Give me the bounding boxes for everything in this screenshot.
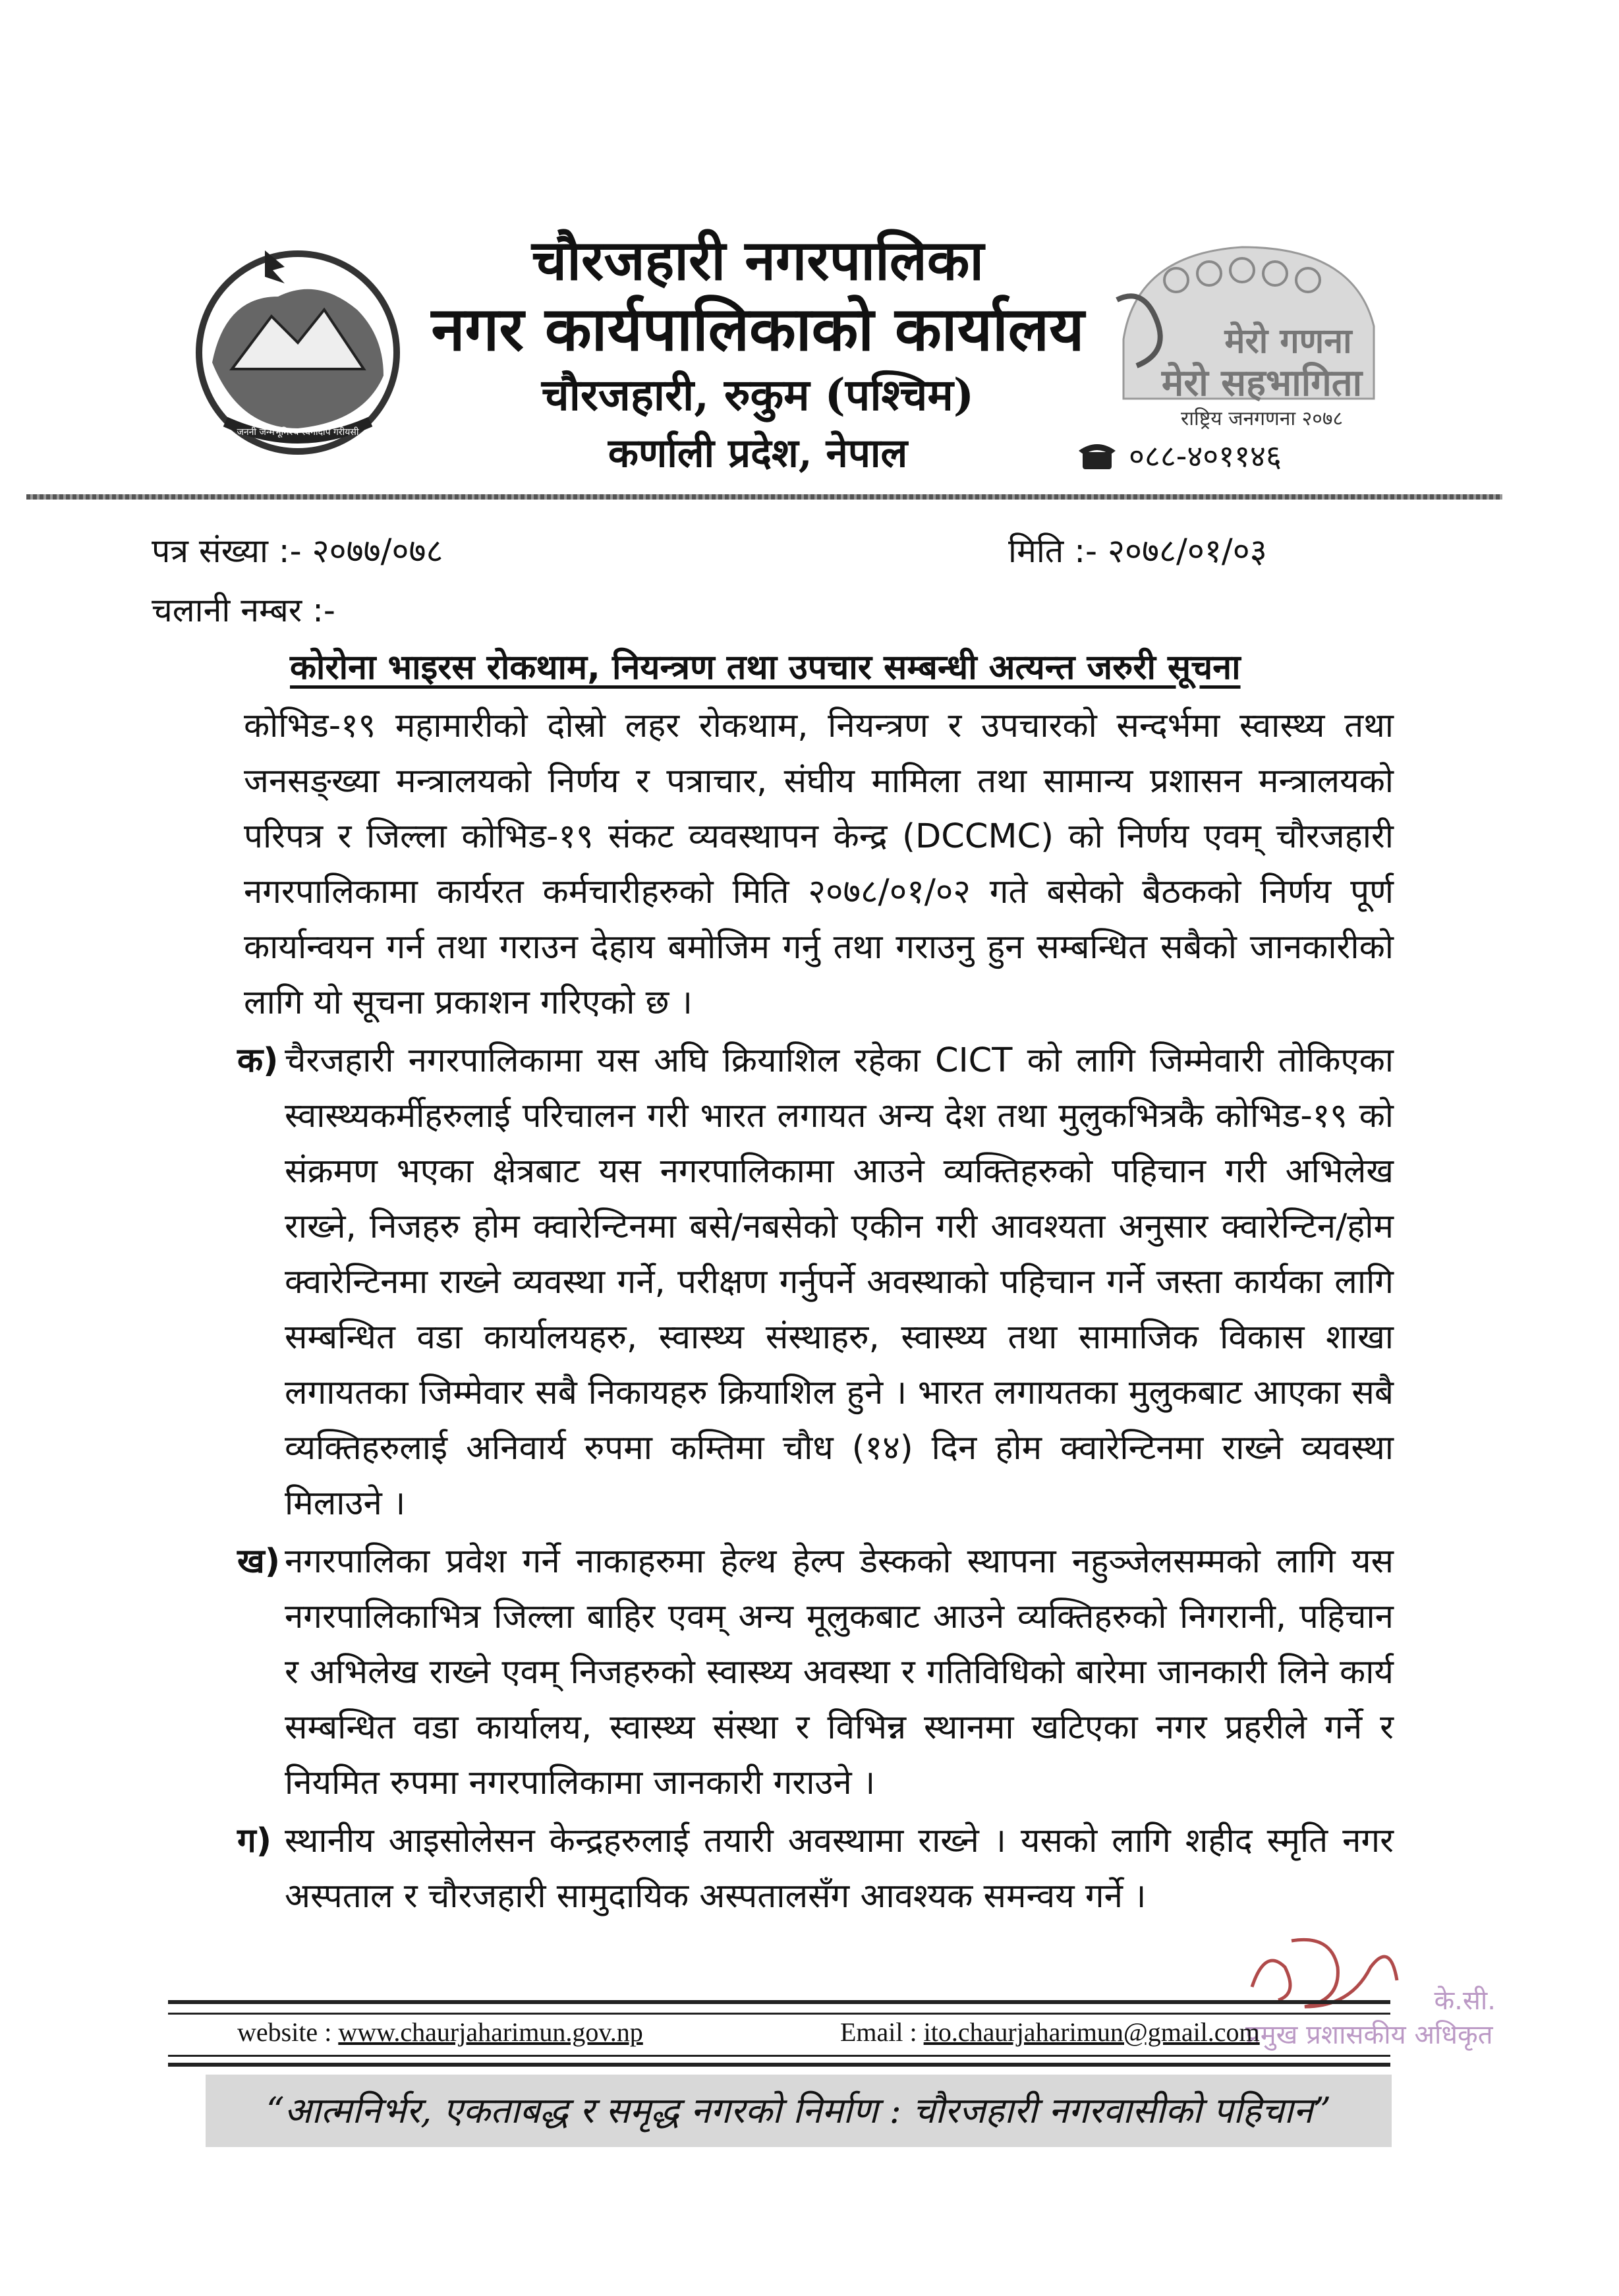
letter-meta: [152, 527, 1404, 572]
svg-text:मेरो सहभागिता: मेरो सहभागिता: [1161, 362, 1363, 405]
footer-divider-top: [168, 2000, 1390, 2015]
item-marker: ख): [237, 1542, 281, 1581]
item-marker: ग): [237, 1822, 272, 1860]
item-text: स्थानीय आइसोलेसन केन्द्रहरुलाई तयारी अवस्थामा राख्ने । यसको लागि शहीद स्मृति नगर अस्पताल र चौरजहारी सामुदायिक अस्पतालसँग आवश्यक समन्वय गर्ने ।: [285, 1822, 1394, 1916]
phone-number: ०८८-४०११४६: [1129, 438, 1282, 474]
email-label: Email :: [840, 2017, 917, 2047]
letter-date: [1008, 527, 1267, 572]
phone-contact: [1077, 435, 1282, 476]
list-item: [237, 1814, 1394, 1924]
svg-text:जननी जन्मभूमिश्च स्वर्गादपि गर: जननी जन्मभूमिश्च स्वर्गादपि गरीयसी: [237, 427, 359, 438]
municipality-slogan: “आत्मनिर्भर, एकताबद्ध र समृद्ध नगरको निर्माण : चौरजहारी नगरवासीको पहिचान”: [206, 2075, 1392, 2147]
email-link[interactable]: ito.chaurjaharimun@gmail.com: [923, 2017, 1260, 2047]
stamp-line-1: के.सी.: [1434, 1986, 1496, 2016]
census-logo: [1097, 227, 1394, 445]
email-contact: [840, 2017, 1260, 2048]
province-country: कर्णाली प्रदेश, नेपाल: [608, 430, 908, 476]
item-text: नगरपालिका प्रवेश गर्ने नाकाहरुमा हेल्थ हेल्प डेस्कको स्थापना नहुञ्जेलसम्मको लागि यस नगरपालिकाभित्र जिल्ला बाहिर एवम् अन्य मूलुकबाट आउने व्यक्तिहरुको निगरानी, पहिचान र अभिलेख राख्ने एवम् निजहरुको स्वास्थ्य अवस्था र गतिविधिको बारेमा जानकारी लिने कार्य सम्बन्धित वडा कार्यालय, स्वास्थ्य संस्था र विभिन्न स्थानमा खटिएका नगर प्रहरीले गर्ने र नियमित रुपमा नगरपालिकामा जानकारी गराउने ।: [285, 1542, 1394, 1802]
item-marker: क): [237, 1041, 279, 1080]
stamp-line-2: प्रमुख प्रशासकीय अधिकृत: [1245, 2020, 1493, 2050]
item-text: चैरजहारी नगरपालिकामा यस अघि क्रियाशिल रहेका CICT को लागि जिम्मेवारी तोकिएका स्वास्थ्यकर्मीहरुलाई परिचालन गरी भारत लगायत अन्य देश तथा मुलुकभित्रकै कोभिड-१९ को संक्रमण भएका क्षेत्रबाट यस नगरपालिकामा आउने व्यक्तिहरुको पहिचान गरी अभिलेख राख्ने, निजहरु होम क्वारेन्टिनमा बसे/नबसेको एकीन गरी आवश्यता अनुसार क्वारेन्टिन/होम क्वारेन्टिनमा राख्ने व्यवस्था गर्ने, परीक्षण गर्नुपर्ने अवस्थाको पहिचान गर्ने जस्ता कार्यका लागि सम्बन्धित वडा कार्यालयहरु, स्वास्थ्य संस्थाहरु, स्वास्थ्य तथा सामाजिक विकास शाखा लगायतका जिम्मेवार सबै निकायहरु क्रियाशिल हुने । भारत लगायतका मुलुकबाट आएका सबै व्यक्तिहरुलाई अनिवार्य रुपमा कम्तिमा चौध (१४) दिन होम क्वारेन्टिनमा राख्ने व्यवस्था मिलाउने ।: [285, 1041, 1394, 1523]
notice-intro: कोभिड-१९ महामारीको दोस्रो लहर रोकथाम, नियन्त्रण र उपचारको सन्दर्भमा स्वास्थ्य तथा जनसङ्ख्या मन्त्रालयको निर्णय र पत्राचार, संघीय मामिला तथा सामान्य प्रशासन मन्त्रालयको परिपत्र र जिल्ला कोभिड-१९ संकट व्यवस्थापन केन्द्र (DCCMC) को निर्णय एवम् चौरजहारी नगरपालिकामा कार्यरत कर्मचारीहरुको मिति २०७८/०१/०२ गते बसेको बैठकको निर्णय पूर्ण कार्यान्वयन गर्न तथा गराउन देहाय बमोजिम गर्नु तथा गराउनु हुन सम्बन्धित सबैको जानकारीको लागि यो सूचना प्रकाशन गरिएको छ ।: [244, 706, 1394, 1022]
telephone-icon: [1077, 440, 1117, 471]
chalani-number-label: चलानी नम्बर :-: [152, 591, 335, 629]
date-value: २०७८/०१/०३: [1108, 532, 1267, 570]
municipality-name: चौरजहारी नगरपालिका: [531, 227, 984, 293]
nepal-emblem-icon: [186, 237, 410, 461]
office-name: नगर कार्यपालिकाको कार्यालय: [431, 293, 1085, 364]
svg-text:राष्ट्रिय जनगणना २०७८: राष्ट्रिय जनगणना २०७८: [1180, 407, 1344, 430]
website-label: website :: [237, 2017, 332, 2047]
list-item: [237, 1033, 1394, 1532]
notice-body: [237, 699, 1394, 1924]
letter-no-label: पत्र संख्या :-: [152, 532, 302, 570]
letter-no-value: २०७७/०७८: [312, 532, 443, 570]
notice-subject: कोरोना भाइरस रोकथाम, नियन्त्रण तथा उपचार सम्बन्धी अत्यन्त जरुरी सूचना: [290, 648, 1241, 687]
office-address: चौरजहारी, रुकुम (पश्चिम): [541, 369, 975, 420]
list-item: [237, 1534, 1394, 1811]
footer-divider-bottom: [168, 2055, 1390, 2067]
header-divider: [26, 494, 1502, 500]
svg-text:मेरो गणना: मेरो गणना: [1224, 322, 1352, 361]
footer-contact: [237, 2017, 1397, 2048]
website-link[interactable]: www.chaurjaharimun.gov.np: [338, 2017, 643, 2047]
office-header: [422, 227, 1094, 482]
date-label: मिति :-: [1008, 532, 1098, 570]
